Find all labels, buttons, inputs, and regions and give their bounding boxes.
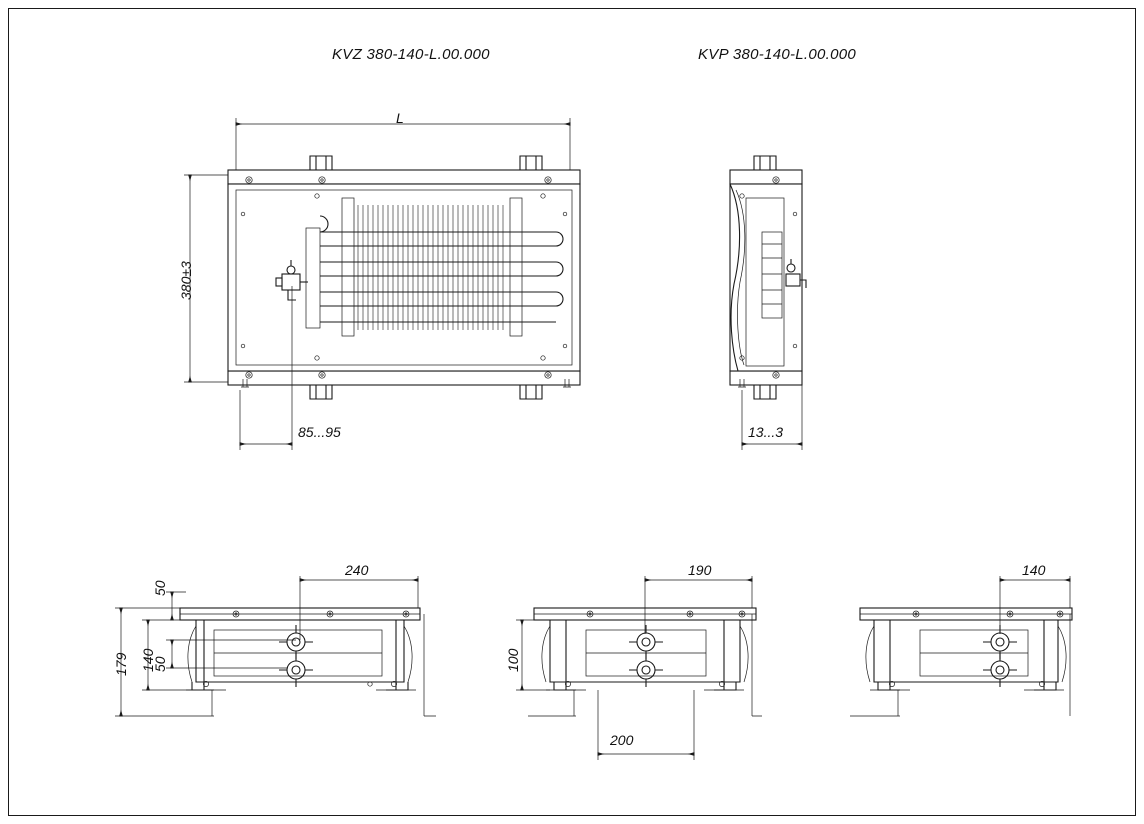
dim-plan-length: L — [396, 110, 404, 126]
section-view-2 — [516, 576, 762, 760]
title-kvp: KVP 380-140-L.00.000 — [698, 46, 857, 63]
plan-view-kvz — [184, 118, 580, 450]
title-kvz: KVZ 380-140-L.00.000 — [332, 46, 490, 63]
dim-plan-width: 380±3 — [178, 261, 194, 300]
dim-section2-bottom: 200 — [610, 732, 634, 748]
dim-section1-b: 50 — [152, 656, 168, 672]
dim-section1-top: 240 — [345, 562, 369, 578]
dim-section1-a: 50 — [152, 580, 168, 596]
dim-section1-inner-height: 140 — [140, 648, 156, 672]
dim-plan-offset: 85...95 — [298, 424, 341, 440]
dim-section2-top: 190 — [688, 562, 712, 578]
dim-section3-top: 140 — [1022, 562, 1046, 578]
side-view-kvp — [730, 156, 806, 450]
section-view-3 — [850, 576, 1072, 716]
dim-section1-total-height: 179 — [113, 652, 129, 676]
dim-side-thickness: 13...3 — [748, 424, 784, 440]
dim-section2-height: 100 — [505, 648, 521, 672]
section-view-1 — [115, 576, 436, 716]
